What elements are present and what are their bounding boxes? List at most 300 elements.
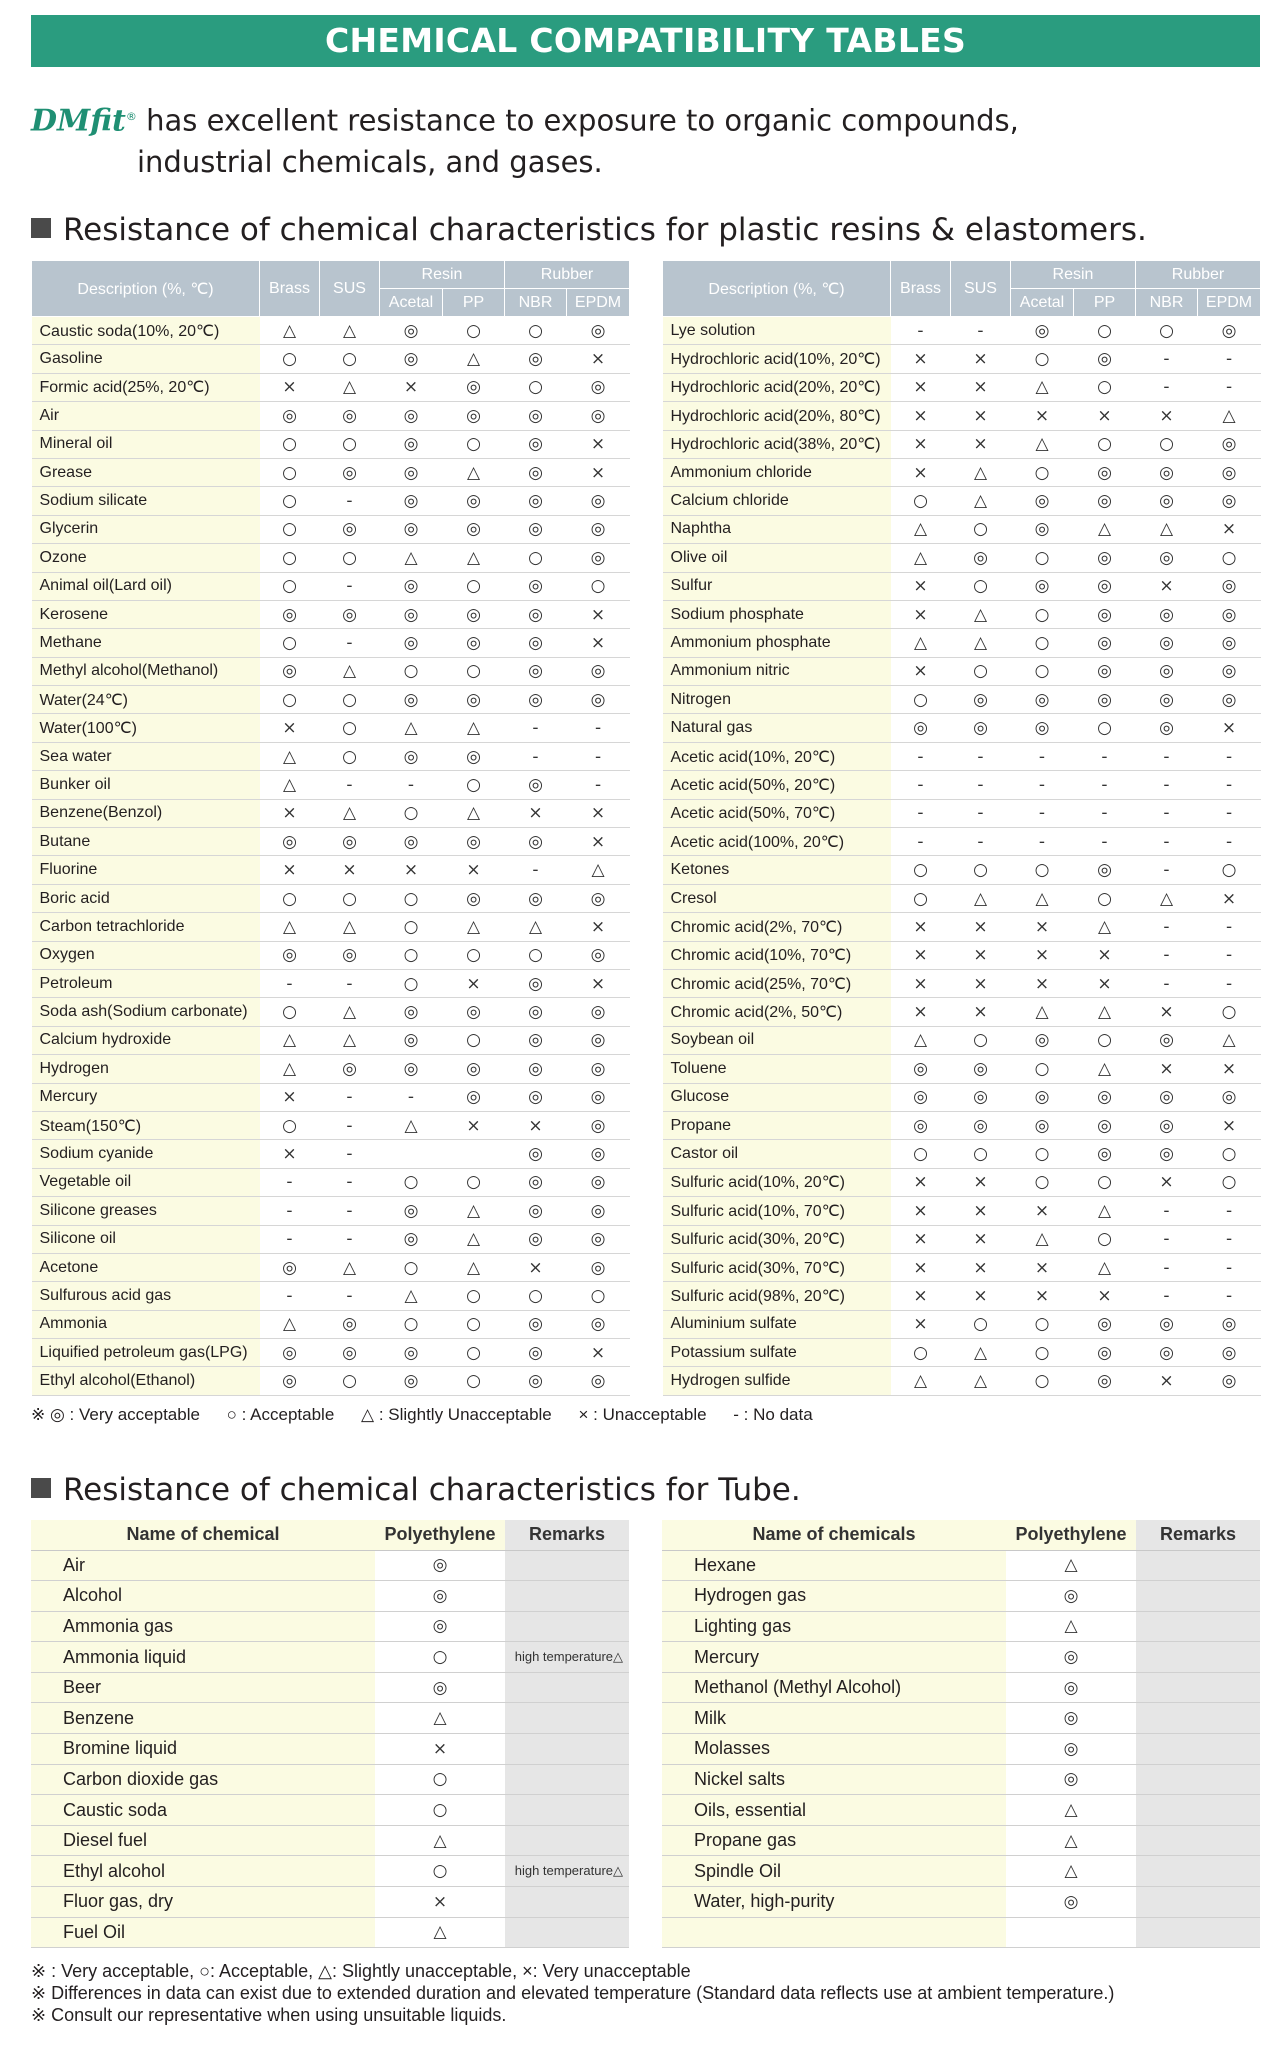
rating-cell: ◎ xyxy=(567,1253,630,1281)
rating-cell: ○ xyxy=(1074,1168,1136,1196)
rating-cell: ○ xyxy=(260,544,320,572)
rating-cell: ○ xyxy=(443,1026,505,1054)
remarks-cell xyxy=(1136,1887,1260,1918)
table-row xyxy=(663,402,1261,430)
rating-cell: ◎ xyxy=(443,515,505,543)
rating-cell: ◎ xyxy=(505,430,567,458)
rating-cell: - xyxy=(320,487,380,515)
resin-legend xyxy=(31,1405,835,1425)
chemical-name: Acetic acid(50%, 20℃) xyxy=(663,771,891,799)
rating-cell: ◎ xyxy=(443,629,505,657)
table-row xyxy=(663,600,1261,628)
rating-cell: - xyxy=(320,1111,380,1139)
table-row xyxy=(32,373,630,401)
intro-line-2: industrial chemicals, and gases. xyxy=(137,144,603,179)
section-title-tube-text: Resistance of chemical characteristics for Tube. xyxy=(63,1472,801,1508)
chemical-name: Propane gas xyxy=(662,1825,1006,1856)
rating-cell: ◎ xyxy=(1011,1083,1074,1111)
chemical-name: Hydrogen xyxy=(32,1055,260,1083)
rating-cell: × xyxy=(1011,913,1074,941)
header-polyethylene: Polyethylene xyxy=(1006,1520,1136,1550)
rating-cell: ◎ xyxy=(567,1225,630,1253)
chemical-name: Lighting gas xyxy=(662,1611,1006,1642)
rating-cell: - xyxy=(380,771,443,799)
rating-cell: △ xyxy=(891,1026,951,1054)
rating-cell: - xyxy=(260,1168,320,1196)
rating-cell: × xyxy=(567,828,630,856)
rating-cell: ◎ xyxy=(260,941,320,969)
rating-cell: ○ xyxy=(260,345,320,373)
rating-cell: ○ xyxy=(1011,856,1074,884)
rating-cell: ◎ xyxy=(567,1026,630,1054)
rating-cell: ◎ xyxy=(1198,458,1261,486)
table-row xyxy=(31,1550,629,1581)
header-epdm: EPDM xyxy=(1198,289,1261,317)
table-row xyxy=(663,572,1261,600)
rating-cell: × xyxy=(567,600,630,628)
table-row xyxy=(663,629,1261,657)
rating-cell: × xyxy=(260,714,320,742)
rating-cell: ○ xyxy=(1011,1140,1074,1168)
rating-cell: ○ xyxy=(443,1367,505,1395)
rating-cell: - xyxy=(951,742,1011,770)
rating-cell: △ xyxy=(260,1026,320,1054)
rating-cell: ◎ xyxy=(260,600,320,628)
rating-cell: ◎ xyxy=(443,884,505,912)
header-brass: Brass xyxy=(891,261,951,317)
rating-cell: △ xyxy=(320,657,380,685)
rating-cell: △ xyxy=(320,913,380,941)
rating-cell: △ xyxy=(1198,1026,1261,1054)
rating-cell: - xyxy=(1198,799,1261,827)
remarks-cell xyxy=(1136,1825,1260,1856)
chemical-name: Steam(150℃) xyxy=(32,1111,260,1139)
legend-no-data: - : No data xyxy=(733,1405,813,1424)
rating-cell: ○ xyxy=(1074,373,1136,401)
rating-cell: ◎ xyxy=(320,828,380,856)
chemical-name: Ozone xyxy=(32,544,260,572)
table-row xyxy=(663,1310,1261,1338)
rating-cell: - xyxy=(320,1197,380,1225)
table-row xyxy=(663,657,1261,685)
rating-cell: ○ xyxy=(951,572,1011,600)
chemical-name: Sulfur xyxy=(663,572,891,600)
rating-cell: ◎ xyxy=(1074,1367,1136,1395)
rating-cell: × xyxy=(951,969,1011,997)
rating-cell: - xyxy=(1198,969,1261,997)
brand-logo: DMfit xyxy=(31,103,126,139)
rating-cell: △ xyxy=(260,317,320,345)
rating-cell: ◎ xyxy=(1136,1111,1198,1139)
rating-cell: △ xyxy=(320,1253,380,1281)
rating-cell: × xyxy=(380,856,443,884)
rating-cell: ◎ xyxy=(380,1367,443,1395)
rating-cell: ○ xyxy=(891,856,951,884)
resin-table-left xyxy=(31,260,630,1396)
rating-cell: - xyxy=(1198,1282,1261,1310)
rating-cell: △ xyxy=(1074,1055,1136,1083)
rating-cell: - xyxy=(505,856,567,884)
rating-cell: △ xyxy=(951,884,1011,912)
legend-unacceptable: × : Unacceptable xyxy=(578,1405,707,1424)
rating-cell: × xyxy=(260,856,320,884)
table-row xyxy=(31,1917,629,1948)
chemical-name: Calcium hydroxide xyxy=(32,1026,260,1054)
rating-cell: ◎ xyxy=(443,373,505,401)
table-row xyxy=(663,1083,1261,1111)
table-row xyxy=(663,998,1261,1026)
rating-cell: - xyxy=(320,771,380,799)
rating-cell: △ xyxy=(951,1339,1011,1367)
table-row xyxy=(663,1367,1261,1395)
rating-cell: ◎ xyxy=(443,402,505,430)
rating-cell: ◎ xyxy=(567,686,630,714)
rating-cell: ◎ xyxy=(260,1367,320,1395)
rating-cell: ◎ xyxy=(260,1339,320,1367)
rating-cell: - xyxy=(1074,828,1136,856)
rating-cell: × xyxy=(951,430,1011,458)
rating-cell: × xyxy=(505,799,567,827)
rating-cell: ◎ xyxy=(380,1055,443,1083)
chemical-name: Acetic acid(10%, 20℃) xyxy=(663,742,891,770)
rating-cell: △ xyxy=(891,544,951,572)
rating-cell: ◎ xyxy=(320,941,380,969)
rating-cell: ○ xyxy=(505,373,567,401)
rating-cell: - xyxy=(505,714,567,742)
polyethylene-rating: △ xyxy=(1006,1795,1136,1826)
rating-cell: - xyxy=(320,1282,380,1310)
chemical-name: Acetic acid(100%, 20℃) xyxy=(663,828,891,856)
remarks-cell xyxy=(505,1734,629,1765)
table-row xyxy=(662,1856,1260,1887)
table-row xyxy=(663,1168,1261,1196)
rating-cell: ◎ xyxy=(1198,1339,1261,1367)
rating-cell: ○ xyxy=(505,544,567,572)
intro-text xyxy=(31,96,1231,183)
rating-cell: × xyxy=(320,856,380,884)
rating-cell: × xyxy=(891,458,951,486)
table-row xyxy=(662,1581,1260,1612)
rating-cell: ◎ xyxy=(1074,544,1136,572)
rating-cell: △ xyxy=(1074,998,1136,1026)
rating-cell: ◎ xyxy=(567,1111,630,1139)
registered-mark: ® xyxy=(125,110,137,123)
rating-cell: - xyxy=(320,1168,380,1196)
rating-cell: ◎ xyxy=(1074,1310,1136,1338)
table-row xyxy=(32,1367,630,1395)
remarks-cell xyxy=(505,1795,629,1826)
table-row xyxy=(31,1825,629,1856)
rating-cell: × xyxy=(891,657,951,685)
table-row xyxy=(663,913,1261,941)
table-row xyxy=(32,1055,630,1083)
rating-cell: ◎ xyxy=(505,1026,567,1054)
rating-cell: ◎ xyxy=(1136,458,1198,486)
rating-cell: ◎ xyxy=(951,1083,1011,1111)
chemical-name: Lye solution xyxy=(663,317,891,345)
footnotes xyxy=(31,1960,1114,2026)
rating-cell: ○ xyxy=(260,629,320,657)
rating-cell: ◎ xyxy=(443,742,505,770)
rating-cell: ○ xyxy=(380,941,443,969)
rating-cell: △ xyxy=(380,1111,443,1139)
rating-cell: ○ xyxy=(1074,317,1136,345)
rating-cell: × xyxy=(505,1253,567,1281)
section-title-resins-text: Resistance of chemical characteristics for plastic resins & elastomers. xyxy=(63,212,1147,248)
rating-cell: ◎ xyxy=(1074,686,1136,714)
rating-cell: ◎ xyxy=(380,487,443,515)
section-title-tube xyxy=(31,1472,801,1508)
table-row xyxy=(663,317,1261,345)
rating-cell: △ xyxy=(443,345,505,373)
remarks-cell xyxy=(505,1550,629,1581)
chemical-name xyxy=(662,1917,1006,1948)
table-row xyxy=(32,742,630,770)
rating-cell: △ xyxy=(1011,998,1074,1026)
rating-cell: ○ xyxy=(443,430,505,458)
table-row xyxy=(663,856,1261,884)
rating-cell: - xyxy=(1011,828,1074,856)
rating-cell: ○ xyxy=(1074,1225,1136,1253)
polyethylene-rating: △ xyxy=(1006,1611,1136,1642)
rating-cell: △ xyxy=(1074,913,1136,941)
rating-cell: × xyxy=(1074,1282,1136,1310)
rating-cell: △ xyxy=(443,458,505,486)
rating-cell: ◎ xyxy=(443,1083,505,1111)
chemical-name: Sodium cyanide xyxy=(32,1140,260,1168)
header-remarks: Remarks xyxy=(1136,1520,1260,1550)
chemical-name: Hydrochloric acid(20%, 20℃) xyxy=(663,373,891,401)
table-row xyxy=(663,487,1261,515)
rating-cell: ◎ xyxy=(1198,629,1261,657)
rating-cell: - xyxy=(1136,1225,1198,1253)
rating-cell: × xyxy=(1011,1282,1074,1310)
rating-cell: × xyxy=(567,913,630,941)
rating-cell xyxy=(443,1140,505,1168)
chemical-name: Water, high-purity xyxy=(662,1887,1006,1918)
table-row xyxy=(663,884,1261,912)
table-row xyxy=(32,1225,630,1253)
rating-cell: ◎ xyxy=(567,373,630,401)
chemical-name: Liquified petroleum gas(LPG) xyxy=(32,1339,260,1367)
tube-table-right xyxy=(662,1520,1260,1948)
rating-cell: ○ xyxy=(951,515,1011,543)
chemical-name: Petroleum xyxy=(32,969,260,997)
rating-cell: - xyxy=(891,742,951,770)
chemical-name: Hydrogen sulfide xyxy=(663,1367,891,1395)
table-row xyxy=(32,1026,630,1054)
rating-cell: ○ xyxy=(443,1168,505,1196)
rating-cell: - xyxy=(1198,1253,1261,1281)
table-row xyxy=(32,1111,630,1139)
chemical-name: Acetone xyxy=(32,1253,260,1281)
rating-cell: - xyxy=(1136,742,1198,770)
table-row xyxy=(32,1140,630,1168)
rating-cell: × xyxy=(380,373,443,401)
rating-cell: ◎ xyxy=(505,657,567,685)
rating-cell: ○ xyxy=(891,1140,951,1168)
table-row xyxy=(32,771,630,799)
polyethylene-rating xyxy=(1006,1917,1136,1948)
rating-cell: ◎ xyxy=(380,998,443,1026)
rating-cell: △ xyxy=(260,1310,320,1338)
rating-cell: ◎ xyxy=(951,1111,1011,1139)
rating-cell: - xyxy=(1198,345,1261,373)
rating-cell: ○ xyxy=(320,544,380,572)
rating-cell: ◎ xyxy=(1011,515,1074,543)
chemical-name: Fluorine xyxy=(32,856,260,884)
legend-acceptable: ○ : Acceptable xyxy=(226,1405,335,1424)
chemical-name: Sulfuric acid(30%, 70℃) xyxy=(663,1253,891,1281)
rating-cell: ◎ xyxy=(567,1140,630,1168)
table-row xyxy=(663,941,1261,969)
footnote-differences: ※ Differences in data can exist due to extended duration and elevated temperature (Standard data reflects use at ambient temperature.) xyxy=(31,1983,1115,2003)
rating-cell: - xyxy=(1198,771,1261,799)
rating-cell: ◎ xyxy=(505,686,567,714)
chemical-name: Sulfuric acid(10%, 70℃) xyxy=(663,1197,891,1225)
rating-cell: ◎ xyxy=(1136,1339,1198,1367)
rating-cell: △ xyxy=(567,856,630,884)
remarks-cell xyxy=(1136,1856,1260,1887)
rating-cell: ○ xyxy=(260,515,320,543)
rating-cell: ◎ xyxy=(320,402,380,430)
rating-cell: × xyxy=(951,1253,1011,1281)
rating-cell: ◎ xyxy=(567,1197,630,1225)
rating-cell: × xyxy=(1136,572,1198,600)
header-pp: PP xyxy=(1074,289,1136,317)
rating-cell: ○ xyxy=(1074,430,1136,458)
rating-cell: ◎ xyxy=(380,572,443,600)
rating-cell: ○ xyxy=(505,941,567,969)
rating-cell: ◎ xyxy=(1136,600,1198,628)
chemical-name: Oxygen xyxy=(32,941,260,969)
rating-cell: △ xyxy=(320,1026,380,1054)
rating-cell: ◎ xyxy=(1011,714,1074,742)
chemical-name: Sulfuric acid(98%, 20℃) xyxy=(663,1282,891,1310)
table-row xyxy=(663,515,1261,543)
rating-cell: ○ xyxy=(260,458,320,486)
rating-cell: ◎ xyxy=(380,1339,443,1367)
rating-cell: ◎ xyxy=(443,828,505,856)
polyethylene-rating: ○ xyxy=(375,1856,505,1887)
table-row xyxy=(32,1168,630,1196)
chemical-name: Acetic acid(50%, 70℃) xyxy=(663,799,891,827)
chemical-name: Kerosene xyxy=(32,600,260,628)
rating-cell: ◎ xyxy=(380,402,443,430)
rating-cell: ◎ xyxy=(1136,487,1198,515)
footnote-consult: ※ Consult our representative when using unsuitable liquids. xyxy=(31,2005,507,2025)
rating-cell: ○ xyxy=(320,742,380,770)
rating-cell: ◎ xyxy=(567,657,630,685)
rating-cell: ◎ xyxy=(505,969,567,997)
chemical-name: Propane xyxy=(663,1111,891,1139)
rating-cell: × xyxy=(567,1339,630,1367)
table-row xyxy=(663,686,1261,714)
rating-cell: ◎ xyxy=(1074,458,1136,486)
rating-cell: ○ xyxy=(1011,458,1074,486)
rating-cell: ◎ xyxy=(320,515,380,543)
rating-cell: △ xyxy=(443,544,505,572)
header-acetal: Acetal xyxy=(1011,289,1074,317)
rating-cell: ○ xyxy=(320,1367,380,1395)
rating-cell: ◎ xyxy=(1074,1140,1136,1168)
rating-cell: ○ xyxy=(380,657,443,685)
resin-table-right xyxy=(662,260,1261,1396)
table-row xyxy=(32,969,630,997)
rating-cell: × xyxy=(1198,1111,1261,1139)
table-row xyxy=(663,1055,1261,1083)
rating-cell: × xyxy=(1198,884,1261,912)
rating-cell: ○ xyxy=(505,1282,567,1310)
chemical-name: Sodium silicate xyxy=(32,487,260,515)
chemical-name: Caustic soda(10%, 20℃) xyxy=(32,317,260,345)
rating-cell: ○ xyxy=(443,317,505,345)
rating-cell: - xyxy=(1011,742,1074,770)
rating-cell: △ xyxy=(951,600,1011,628)
rating-cell: × xyxy=(1198,1055,1261,1083)
chemical-name: Vegetable oil xyxy=(32,1168,260,1196)
rating-cell: × xyxy=(891,1225,951,1253)
rating-cell: ◎ xyxy=(505,402,567,430)
rating-cell: △ xyxy=(891,629,951,657)
rating-cell: ○ xyxy=(320,714,380,742)
chemical-name: Diesel fuel xyxy=(31,1825,375,1856)
rating-cell: × xyxy=(505,1111,567,1139)
table-row xyxy=(31,1703,629,1734)
rating-cell: △ xyxy=(1011,1225,1074,1253)
rating-cell: ○ xyxy=(1011,1310,1074,1338)
rating-cell: ◎ xyxy=(505,345,567,373)
table-row xyxy=(32,1083,630,1111)
rating-cell: - xyxy=(1198,373,1261,401)
rating-cell: × xyxy=(1136,1168,1198,1196)
rating-cell: × xyxy=(1011,941,1074,969)
rating-cell: ◎ xyxy=(380,515,443,543)
chemical-name: Castor oil xyxy=(663,1140,891,1168)
chemical-name: Natural gas xyxy=(663,714,891,742)
rating-cell: ◎ xyxy=(505,515,567,543)
rating-cell: - xyxy=(1136,828,1198,856)
table-row xyxy=(32,657,630,685)
rating-cell: ◎ xyxy=(260,657,320,685)
rating-cell: ○ xyxy=(1011,600,1074,628)
chemical-name: Silicone greases xyxy=(32,1197,260,1225)
rating-cell: × xyxy=(891,913,951,941)
header-brass: Brass xyxy=(260,261,320,317)
rating-cell: × xyxy=(891,572,951,600)
rating-cell: × xyxy=(1136,998,1198,1026)
header-resin: Resin xyxy=(1011,261,1136,289)
rating-cell: × xyxy=(951,913,1011,941)
rating-cell: - xyxy=(320,1140,380,1168)
rating-cell: ◎ xyxy=(1011,572,1074,600)
polyethylene-rating: △ xyxy=(1006,1825,1136,1856)
rating-cell: ◎ xyxy=(505,828,567,856)
rating-cell: ◎ xyxy=(567,941,630,969)
rating-cell: ○ xyxy=(1198,1140,1261,1168)
rating-cell: ◎ xyxy=(505,771,567,799)
table-row xyxy=(663,1225,1261,1253)
rating-cell: × xyxy=(951,1282,1011,1310)
table-row xyxy=(32,1310,630,1338)
table-row xyxy=(662,1642,1260,1673)
rating-cell: - xyxy=(1136,771,1198,799)
rating-cell: × xyxy=(951,998,1011,1026)
table-row xyxy=(31,1642,629,1673)
rating-cell: ○ xyxy=(1011,1367,1074,1395)
chemical-name: Chromic acid(25%, 70℃) xyxy=(663,969,891,997)
chemical-name: Beer xyxy=(31,1672,375,1703)
